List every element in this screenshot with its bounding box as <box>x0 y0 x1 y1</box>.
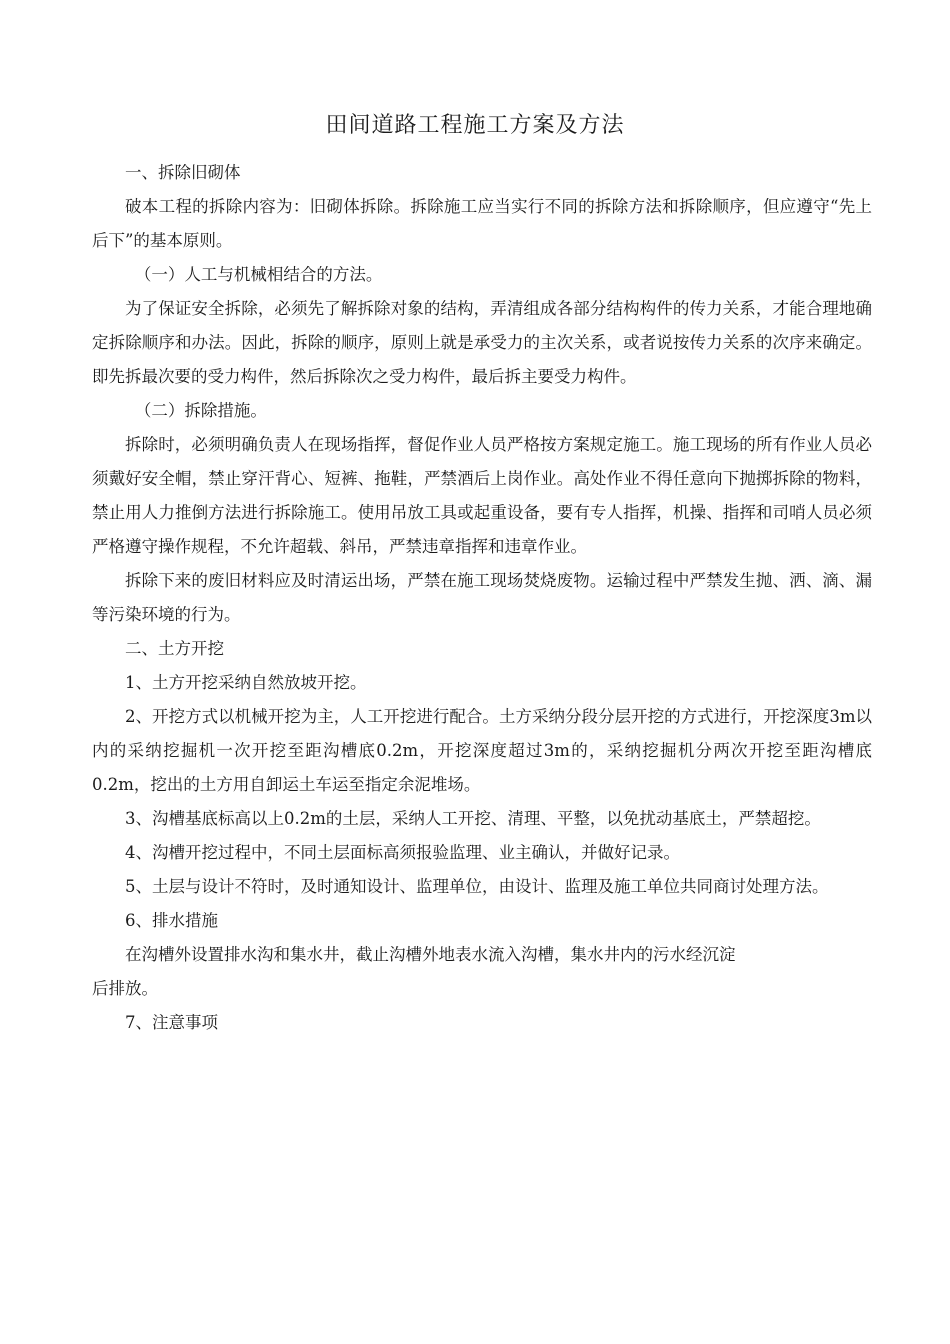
section-heading-earthwork: 二、土方开挖 <box>125 639 224 658</box>
list-item-3: 3、沟槽基底标高以上0.2m的土层，采纳人工开挖、清理、平整，以免扰动基底土，严禁超挖。 <box>125 809 821 828</box>
subheading-demolition-measures: （二）拆除措施。 <box>134 401 267 420</box>
list-item-2: 2、开挖方式以机械开挖为主，人工开挖进行配合。土方采纳分段分层开挖的方式进行，开挖深度3m以内的采纳挖掘机一次开挖至距沟槽底0.2m，开挖深度超过3m的，采纳挖掘机分两次开挖至距沟槽底0.2m，挖出的土方用自卸运土车运至指定余泥堆场。 <box>92 707 872 794</box>
paragraph-waste-removal: 拆除下来的废旧材料应及时清运出场，严禁在施工现场焚烧废物。运输过程中严禁发生抛、洒、滴、漏等污染环境的行为。 <box>92 571 872 624</box>
subheading-manual-mechanical: （一）人工与机械相结合的方法。 <box>134 265 383 284</box>
paragraph-drainage: 在沟槽外设置排水沟和集水井，截止沟槽外地表水流入沟槽，集水井内的污水经沉淀 <box>125 945 736 964</box>
paragraph-safety-measures: 拆除时，必须明确负责人在现场指挥，督促作业人员严格按方案规定施工。施工现场的所有作业人员必须戴好安全帽，禁止穿汗背心、短裤、拖鞋，严禁酒后上岗作业。高处作业不得任意向下抛掷拆除的物料，禁止用人力推倒方法进行拆除施工。使用吊放工具或起重设备，要有专人指挥，机操、指挥和司哨人员必须严格遵守操作规程，不允许超载、斜吊，严禁违章指挥和违章作业。 <box>92 435 872 556</box>
document-body <box>92 156 872 1040</box>
list-item-5: 5、土层与设计不符时，及时通知设计、监理单位，由设计、监理及施工单位共同商讨处理方法。 <box>125 877 829 896</box>
section-heading-demolition: 一、拆除旧砌体 <box>125 163 241 182</box>
paragraph-demolition-scope: 破本工程的拆除内容为：旧砌体拆除。拆除施工应当实行不同的拆除方法和拆除顺序，但应遵守“先上后下”的基本原则。 <box>92 197 872 250</box>
paragraph-demolition-order: 为了保证安全拆除，必须先了解拆除对象的结构，弄清组成各部分结构构件的传力关系，才能合理地确定拆除顺序和办法。因此，拆除的顺序，原则上就是承受力的主次关系，或者说按传力关系的次序来确定。即先拆最次要的受力构件，然后拆除次之受力构件，最后拆主要受力构件。 <box>92 299 872 386</box>
list-item-1: 1、土方开挖采纳自然放坡开挖。 <box>125 673 367 692</box>
paragraph-drainage-continued: 后排放。 <box>92 979 158 998</box>
list-item-6: 6、排水措施 <box>125 911 218 930</box>
document-title: 田间道路工程施工方案及方法 <box>325 113 625 138</box>
list-item-7: 7、注意事项 <box>125 1013 218 1032</box>
list-item-4: 4、沟槽开挖过程中，不同土层面标高须报验监理、业主确认，并做好记录。 <box>125 843 680 862</box>
